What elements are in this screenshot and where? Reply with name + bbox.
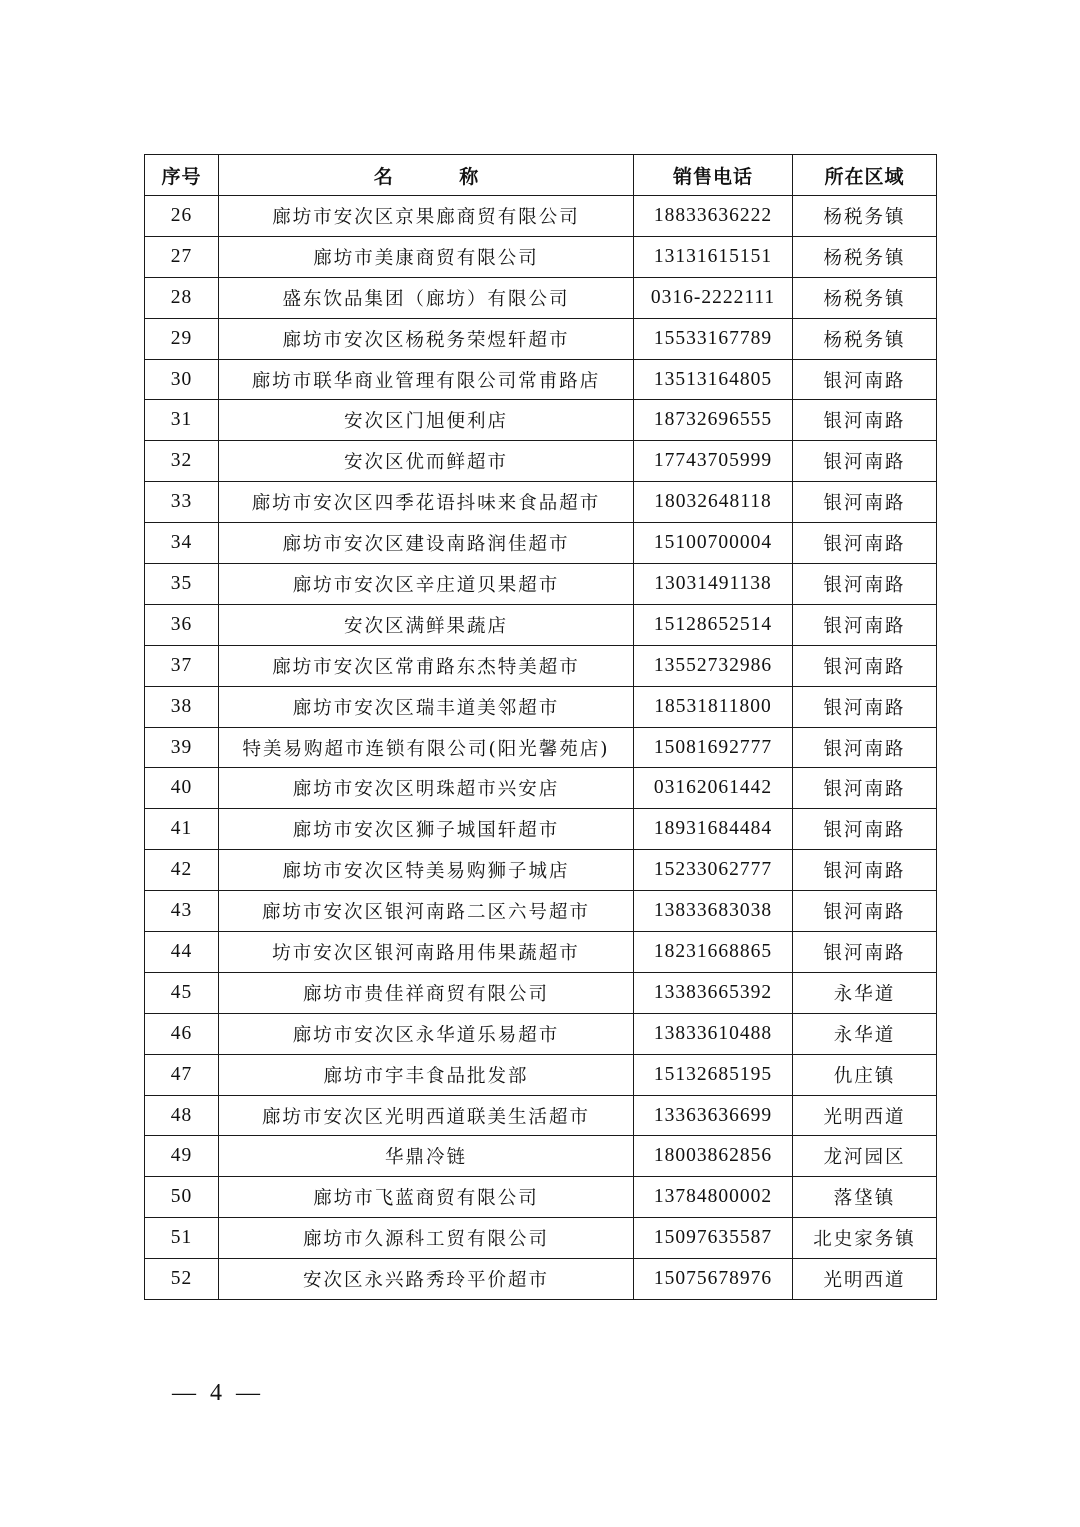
table-row	[145, 441, 937, 482]
cell-name: 盛东饮品集团（廊坊）有限公司	[219, 277, 634, 318]
table-row	[145, 972, 937, 1013]
table-row	[145, 604, 937, 645]
table-row	[145, 1136, 937, 1177]
cell-name: 廊坊市安次区光明西道联美生活超市	[219, 1095, 634, 1136]
cell-phone: 18003862856	[634, 1136, 793, 1177]
cell-phone: 13131615151	[634, 236, 793, 277]
table-row	[145, 523, 937, 564]
cell-area: 光明西道	[793, 1095, 937, 1136]
cell-area: 杨税务镇	[793, 236, 937, 277]
cell-phone: 13784800002	[634, 1177, 793, 1218]
cell-area: 银河南路	[793, 809, 937, 850]
cell-name: 廊坊市安次区特美易购狮子城店	[219, 850, 634, 891]
header-phone: 销售电话	[634, 155, 793, 196]
header-name: 名 称	[219, 155, 634, 196]
cell-phone: 13513164805	[634, 359, 793, 400]
cell-phone: 15233062777	[634, 850, 793, 891]
cell-seq: 29	[145, 318, 219, 359]
cell-phone: 18931684484	[634, 809, 793, 850]
cell-name: 坊市安次区银河南路用伟果蔬超市	[219, 932, 634, 973]
cell-phone: 15097635587	[634, 1218, 793, 1259]
table-row	[145, 1054, 937, 1095]
cell-seq: 47	[145, 1054, 219, 1095]
cell-seq: 51	[145, 1218, 219, 1259]
cell-area: 北史家务镇	[793, 1218, 937, 1259]
cell-name: 廊坊市联华商业管理有限公司常甫路店	[219, 359, 634, 400]
cell-area: 银河南路	[793, 891, 937, 932]
cell-phone: 18032648118	[634, 482, 793, 523]
cell-name: 廊坊市安次区银河南路二区六号超市	[219, 891, 634, 932]
cell-name: 廊坊市安次区常甫路东杰特美超市	[219, 645, 634, 686]
cell-name: 廊坊市宇丰食品批发部	[219, 1054, 634, 1095]
cell-seq: 49	[145, 1136, 219, 1177]
cell-phone: 13031491138	[634, 564, 793, 605]
cell-area: 银河南路	[793, 359, 937, 400]
cell-area: 杨税务镇	[793, 277, 937, 318]
cell-phone: 18833636222	[634, 196, 793, 237]
table-row	[145, 768, 937, 809]
cell-name: 廊坊市安次区京果廊商贸有限公司	[219, 196, 634, 237]
cell-seq: 35	[145, 564, 219, 605]
cell-phone: 03162061442	[634, 768, 793, 809]
cell-name: 安次区门旭便利店	[219, 400, 634, 441]
cell-seq: 43	[145, 891, 219, 932]
cell-seq: 32	[145, 441, 219, 482]
cell-area: 银河南路	[793, 645, 937, 686]
cell-seq: 45	[145, 972, 219, 1013]
cell-phone: 13383665392	[634, 972, 793, 1013]
table-row	[145, 400, 937, 441]
cell-name: 华鼎冷链	[219, 1136, 634, 1177]
cell-seq: 48	[145, 1095, 219, 1136]
cell-phone: 13552732986	[634, 645, 793, 686]
table-row	[145, 359, 937, 400]
cell-name: 廊坊市安次区四季花语抖味来食品超市	[219, 482, 634, 523]
cell-phone: 17743705999	[634, 441, 793, 482]
cell-phone: 18732696555	[634, 400, 793, 441]
cell-phone: 15533167789	[634, 318, 793, 359]
cell-area: 落垡镇	[793, 1177, 937, 1218]
cell-area: 银河南路	[793, 932, 937, 973]
cell-area: 银河南路	[793, 686, 937, 727]
table-row	[145, 1177, 937, 1218]
cell-phone: 18531811800	[634, 686, 793, 727]
cell-area: 银河南路	[793, 441, 937, 482]
cell-area: 银河南路	[793, 400, 937, 441]
table-row	[145, 1095, 937, 1136]
table-body	[145, 196, 937, 1300]
cell-seq: 37	[145, 645, 219, 686]
cell-name: 廊坊市安次区明珠超市兴安店	[219, 768, 634, 809]
cell-name: 廊坊市安次区杨税务荣煜轩超市	[219, 318, 634, 359]
cell-area: 杨税务镇	[793, 318, 937, 359]
table-row	[145, 891, 937, 932]
cell-phone: 13833683038	[634, 891, 793, 932]
cell-phone: 15132685195	[634, 1054, 793, 1095]
header-seq: 序号	[145, 155, 219, 196]
cell-seq: 38	[145, 686, 219, 727]
cell-phone: 13363636699	[634, 1095, 793, 1136]
header-area: 所在区域	[793, 155, 937, 196]
cell-name: 廊坊市久源科工贸有限公司	[219, 1218, 634, 1259]
cell-phone: 15075678976	[634, 1259, 793, 1300]
cell-area: 银河南路	[793, 564, 937, 605]
cell-area: 杨税务镇	[793, 196, 937, 237]
cell-seq: 50	[145, 1177, 219, 1218]
cell-phone: 15128652514	[634, 604, 793, 645]
cell-seq: 44	[145, 932, 219, 973]
cell-name: 廊坊市美康商贸有限公司	[219, 236, 634, 277]
cell-seq: 39	[145, 727, 219, 768]
table-row	[145, 318, 937, 359]
cell-name: 安次区优而鲜超市	[219, 441, 634, 482]
cell-name: 廊坊市飞蓝商贸有限公司	[219, 1177, 634, 1218]
cell-seq: 36	[145, 604, 219, 645]
table-row	[145, 564, 937, 605]
cell-seq: 34	[145, 523, 219, 564]
cell-name: 安次区满鲜果蔬店	[219, 604, 634, 645]
table-row	[145, 686, 937, 727]
cell-area: 银河南路	[793, 482, 937, 523]
cell-seq: 46	[145, 1013, 219, 1054]
table-row	[145, 196, 937, 237]
table-row	[145, 1259, 937, 1300]
table-row	[145, 1013, 937, 1054]
table-row	[145, 932, 937, 973]
table-row	[145, 236, 937, 277]
table-row	[145, 809, 937, 850]
table-header-row	[145, 155, 937, 196]
cell-seq: 31	[145, 400, 219, 441]
cell-name: 廊坊市安次区永华道乐易超市	[219, 1013, 634, 1054]
cell-name: 廊坊市贵佳祥商贸有限公司	[219, 972, 634, 1013]
cell-phone: 18231668865	[634, 932, 793, 973]
cell-name: 廊坊市安次区瑞丰道美邻超市	[219, 686, 634, 727]
cell-area: 银河南路	[793, 850, 937, 891]
cell-phone: 15100700004	[634, 523, 793, 564]
cell-seq: 28	[145, 277, 219, 318]
cell-name: 廊坊市安次区建设南路润佳超市	[219, 523, 634, 564]
cell-phone: 15081692777	[634, 727, 793, 768]
table-row	[145, 727, 937, 768]
cell-name: 廊坊市安次区狮子城国轩超市	[219, 809, 634, 850]
cell-seq: 42	[145, 850, 219, 891]
cell-area: 银河南路	[793, 727, 937, 768]
table-row	[145, 645, 937, 686]
cell-seq: 30	[145, 359, 219, 400]
retailer-table	[144, 154, 937, 1300]
cell-area: 银河南路	[793, 604, 937, 645]
cell-seq: 33	[145, 482, 219, 523]
cell-seq: 41	[145, 809, 219, 850]
cell-area: 银河南路	[793, 523, 937, 564]
table-row	[145, 1218, 937, 1259]
cell-seq: 27	[145, 236, 219, 277]
cell-area: 龙河园区	[793, 1136, 937, 1177]
cell-name: 安次区永兴路秀玲平价超市	[219, 1259, 634, 1300]
cell-area: 永华道	[793, 972, 937, 1013]
cell-name: 廊坊市安次区辛庄道贝果超市	[219, 564, 634, 605]
cell-area: 仇庄镇	[793, 1054, 937, 1095]
table-row	[145, 482, 937, 523]
page-number: — 4 —	[172, 1380, 264, 1406]
cell-seq: 26	[145, 196, 219, 237]
cell-seq: 40	[145, 768, 219, 809]
cell-area: 永华道	[793, 1013, 937, 1054]
table-row	[145, 850, 937, 891]
cell-phone: 0316-2222111	[634, 277, 793, 318]
cell-seq: 52	[145, 1259, 219, 1300]
cell-name: 特美易购超市连锁有限公司(阳光馨苑店)	[219, 727, 634, 768]
cell-phone: 13833610488	[634, 1013, 793, 1054]
cell-area: 光明西道	[793, 1259, 937, 1300]
table-row	[145, 277, 937, 318]
cell-area: 银河南路	[793, 768, 937, 809]
